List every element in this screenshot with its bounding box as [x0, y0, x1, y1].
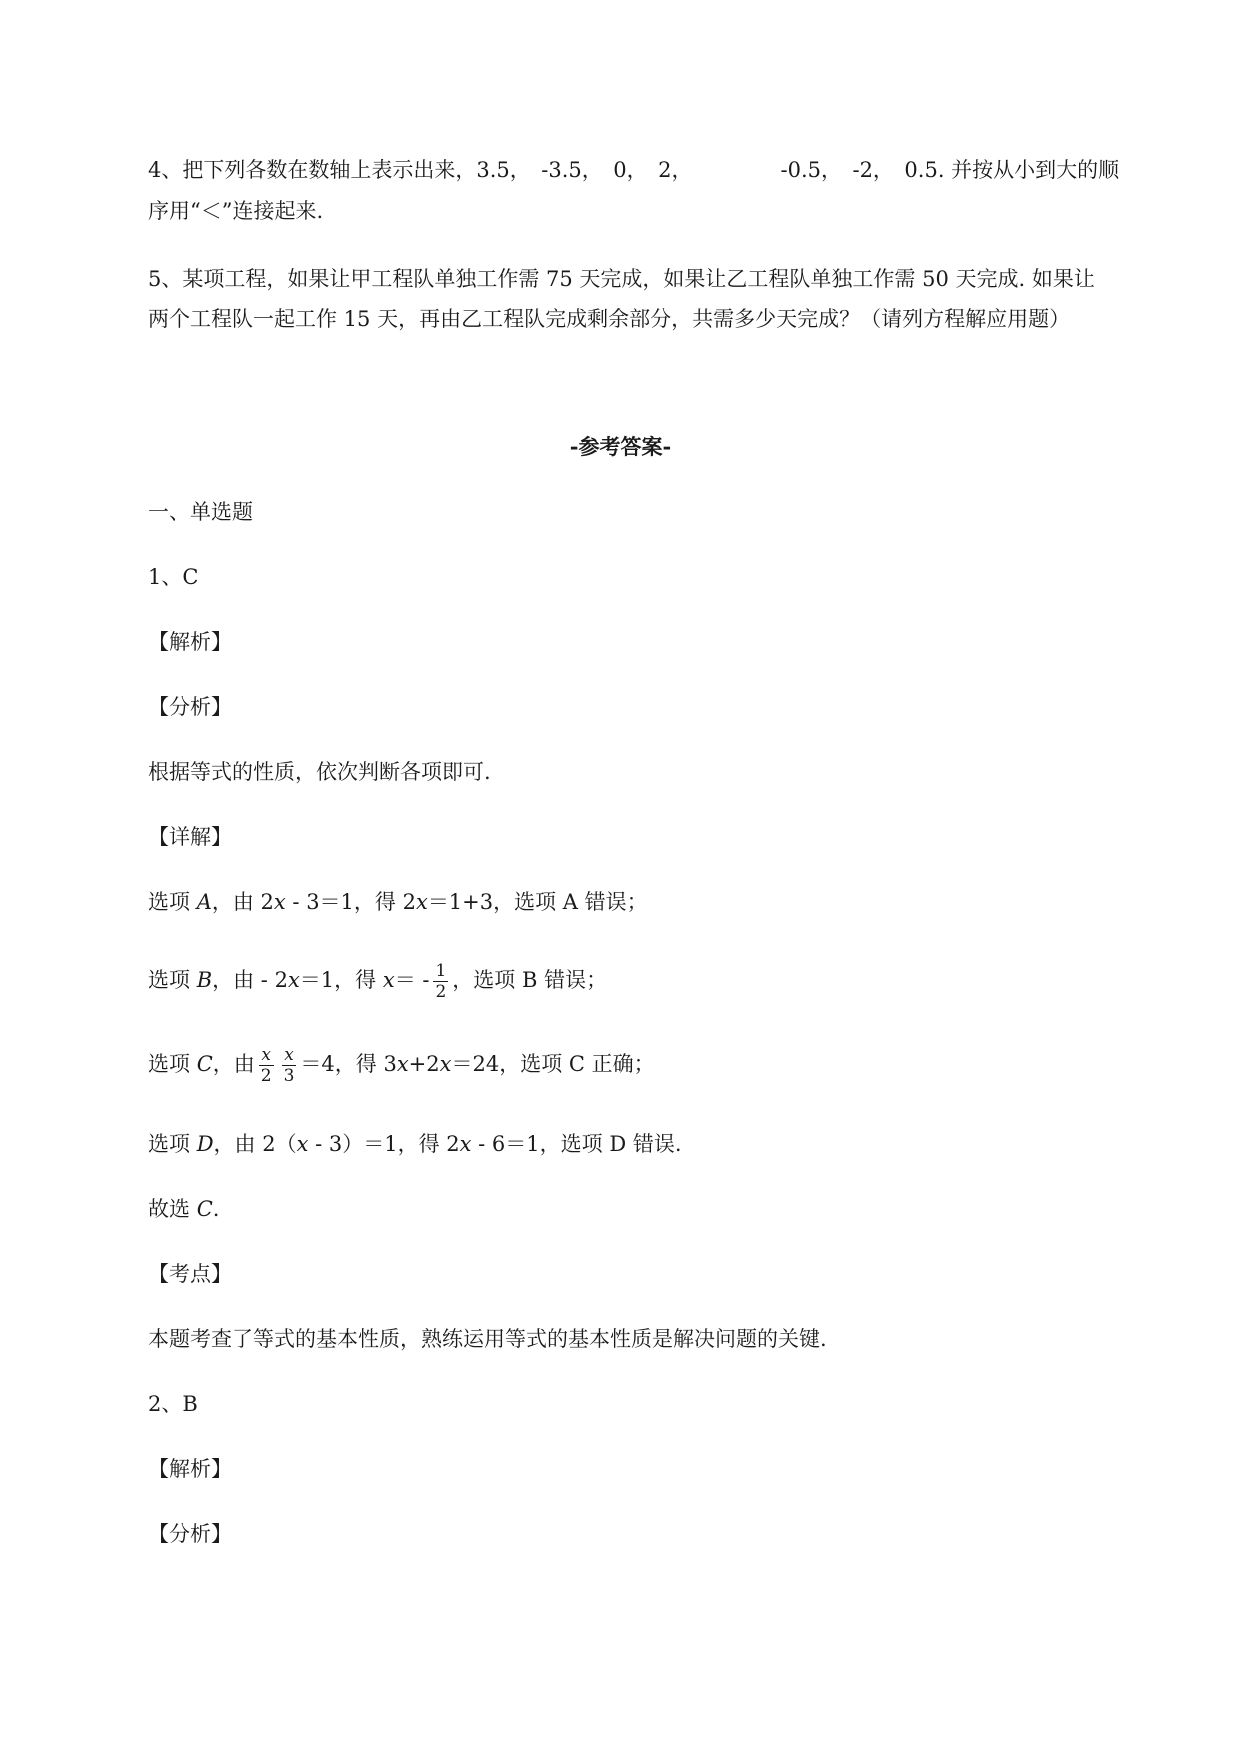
option-letter: C: [196, 1052, 213, 1076]
option-label: 选项: [148, 1052, 190, 1076]
variable-x: x: [296, 1132, 309, 1156]
option-a-line: [148, 887, 648, 917]
answer-1-kaodian: 【考点】: [148, 1262, 232, 1286]
option-text: - 3）＝1，得 2: [308, 1132, 460, 1156]
variable-x: x: [439, 1052, 452, 1076]
option-label: 选项: [148, 890, 190, 914]
option-d-line: [148, 1129, 682, 1159]
question-4-line-1: [148, 155, 1119, 185]
option-text: ＝1+3，选项 A 错误；: [427, 890, 648, 914]
option-c-line: [148, 1045, 655, 1086]
option-text: - 6＝1，选项 D 错误.: [471, 1132, 682, 1156]
conclusion-letter: C: [196, 1197, 213, 1221]
section-single-choice: 一、单选题: [148, 500, 253, 524]
option-letter: D: [196, 1132, 214, 1156]
option-text: ，由 - 2: [212, 968, 288, 992]
fraction-x-over-3: $\frac{x}{3}$: [283, 1045, 295, 1086]
question-4-text-a: 4、把下列各数在数轴上表示出来，3.5， -3.5， 0， 2，: [148, 158, 693, 182]
answer-1-number: 1、C: [148, 565, 199, 589]
question-4-text-b: -0.5， -2， 0.5. 并按从小到大的顺: [780, 158, 1120, 182]
fraction-x-over-2: $\frac{x}{2}$: [260, 1045, 272, 1086]
option-letter: A: [196, 890, 212, 914]
option-text: ＝4，得 3: [300, 1052, 397, 1076]
answer-1-fenxi: 【分析】: [148, 695, 232, 719]
option-label: 选项: [148, 968, 190, 992]
variable-x: x: [459, 1132, 472, 1156]
question-5-line-1: 5、某项工程，如果让甲工程队单独工作需 75 天完成，如果让乙工程队单独工作需 50 天完成. 如果让: [148, 267, 1095, 291]
variable-x: x: [287, 968, 300, 992]
question-4-line-2: 序用“＜”连接起来.: [148, 199, 324, 223]
option-text: - 3＝1，得 2: [285, 890, 416, 914]
option-text: +2: [408, 1052, 440, 1076]
option-label: 选项: [148, 1132, 190, 1156]
option-text: ，选项 B 错误；: [452, 968, 608, 992]
answer-2-jiexi: 【解析】: [148, 1457, 232, 1481]
answers-title: -参考答案-: [569, 434, 672, 459]
option-letter: B: [196, 968, 213, 992]
answer-1-xiangjie: 【详解】: [148, 825, 232, 849]
answer-2-fenxi: 【分析】: [148, 1522, 232, 1546]
answer-2-number: 2、B: [148, 1392, 198, 1416]
fraction-one-half: $\frac{1}{2}$: [435, 961, 447, 1002]
option-text: ＝1，得: [299, 968, 377, 992]
variable-x: x: [382, 968, 395, 992]
conclusion-period: .: [212, 1197, 220, 1221]
option-text: ，由: [212, 1052, 255, 1076]
conclusion-text: 故选: [148, 1197, 190, 1221]
option-text: ＝ -: [394, 968, 430, 992]
answer-1-jiexi: 【解析】: [148, 630, 232, 654]
variable-x: x: [415, 890, 428, 914]
answer-1-kaodian-text: 本题考查了等式的基本性质，熟练运用等式的基本性质是解决问题的关键.: [148, 1327, 827, 1351]
answer-1-conclusion: [148, 1194, 219, 1224]
option-b-line: [148, 961, 607, 1002]
option-text: ，由 2（: [213, 1132, 297, 1156]
question-5-line-2: 两个工程队一起工作 15 天，再由乙工程队完成剩余部分，共需多少天完成？（请列方程解应用题）: [148, 307, 1071, 331]
option-text: ＝24，选项 C 正确；: [451, 1052, 655, 1076]
variable-x: x: [273, 890, 286, 914]
answer-1-fenxi-text: 根据等式的性质，依次判断各项即可.: [148, 760, 491, 784]
option-text: ，由 2: [211, 890, 274, 914]
variable-x: x: [396, 1052, 409, 1076]
